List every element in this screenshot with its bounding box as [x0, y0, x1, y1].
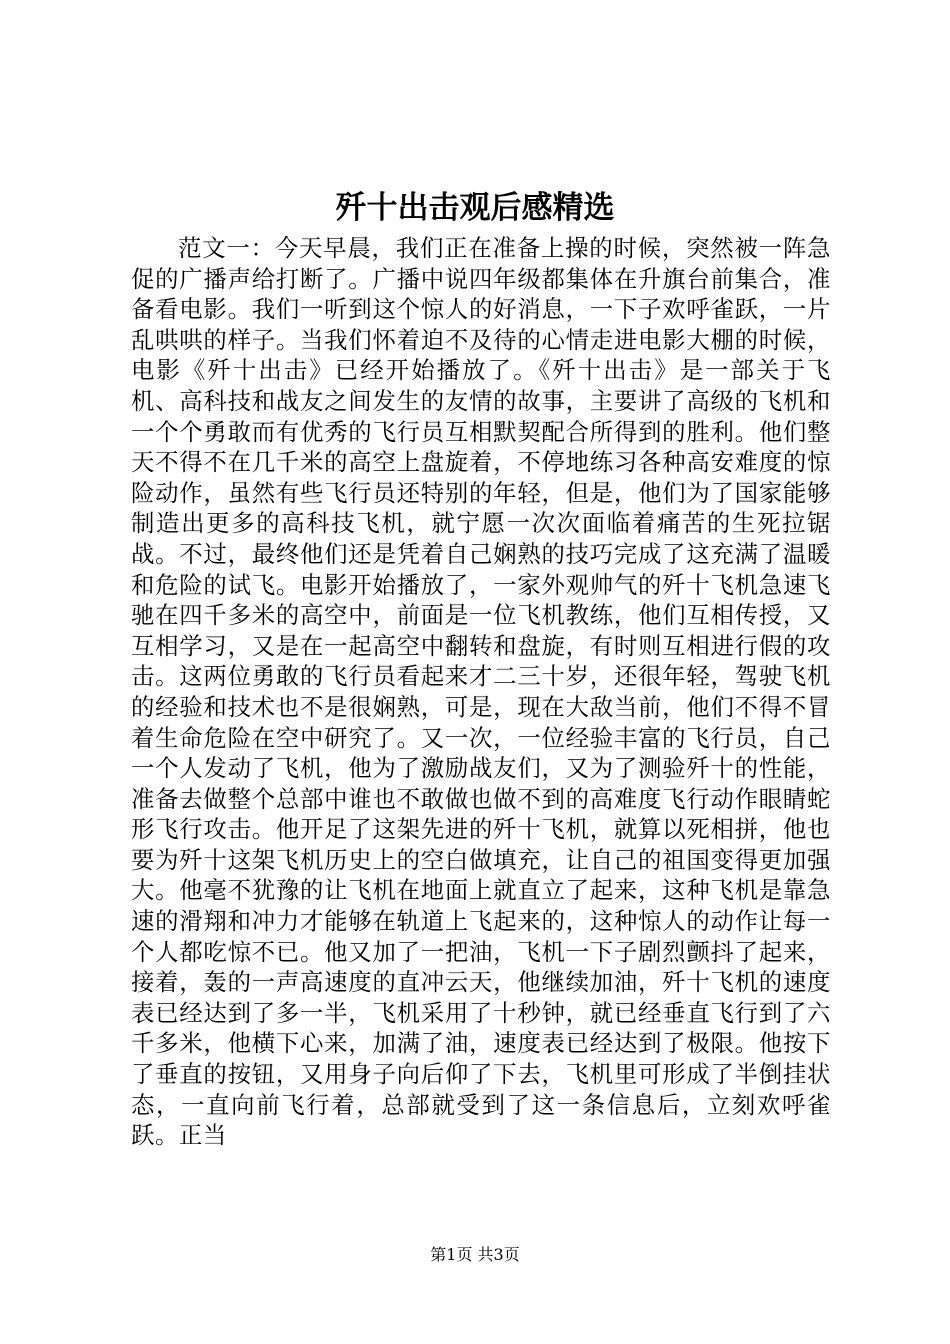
page-number-footer: 第1页 共3页 [430, 1245, 520, 1264]
document-title: 歼十出击观后感精选 [335, 190, 615, 226]
document-body-paragraph: 范文一：今天早晨，我们正在准备上操的时候，突然被一阵急促的广播声给打断了。广播中说四年级都集体在升旗台前集合，准备看电影。我们一听到这个惊人的好消息，一下子欢呼雀跃，一片乱哄哄的样子。当我们怀着迫不及待的心情走进电影大棚的时候，电影《歼十出击》已经开始播放了。《歼十出击》是一部关于飞机、高科技和战友之间发生的友情的故事，主要讲了高级的飞机和一个个勇敢而有优秀的飞行员互相默契配合所得到的胜利。他们整天不得不在几千米的高空上盘旋着，不停地练习各种高安难度的惊险动作，虽然有些飞行员还特别的年轻，但是，他们为了国家能够制造出更多的高科技飞机，就宁愿一次次面临着痛苦的生死拉锯战。不过，最终他们还是凭着自己娴熟的技巧完成了这充满了温暖和危险的试飞。电影开始播放了，一家外观帅气的歼十飞机急速飞驰在四千多米的高空中，前面是一位飞机教练，他们互相传授，又互相学习，又是在一起高空中翻转和盘旋，有时则互相进行假的攻击。这两位勇敢的飞行员看起来才二三十岁，还很年轻，驾驶飞机的经验和技术也不是很娴熟，可是，现在大敌当前，他们不得不冒着生命危险在空中研究了。又一次，一位经验丰富的飞行员，自己一个人发动了飞机，他为了激励战友们，又为了测验歼十的性能，准备去做整个总部中谁也不敢做也做不到的高难度飞行动作眼睛蛇形飞行攻击。他开足了这架先进的歼十飞机，就算以死相拼，他也要为歼十这架飞机历史上的空白做填充，让自己的祖国变得更加强大。他毫不犹豫的让飞机在地面上就直立了起来，这种飞机是靠急速的滑翔和冲力才能够在轨道上飞起来的，这种惊人的动作让每一个人都吃惊不已。他又加了一把油，飞机一下子剧烈颤抖了起来，接着，轰的一声高速度的直冲云天，他继续加油，歼十飞机的速度表已经达到了多一半，飞机采用了十秒钟，就已经垂直飞行到了六千多米，他横下心来，加满了油，速度表已经达到了极限。他按下了垂直的按钮，又用身子向后仰了下去，飞机里可形成了半倒挂状态，一直向前飞行着，总部就受到了这一条信息后，立刻欢呼雀跃。正当 [131, 234, 831, 1150]
